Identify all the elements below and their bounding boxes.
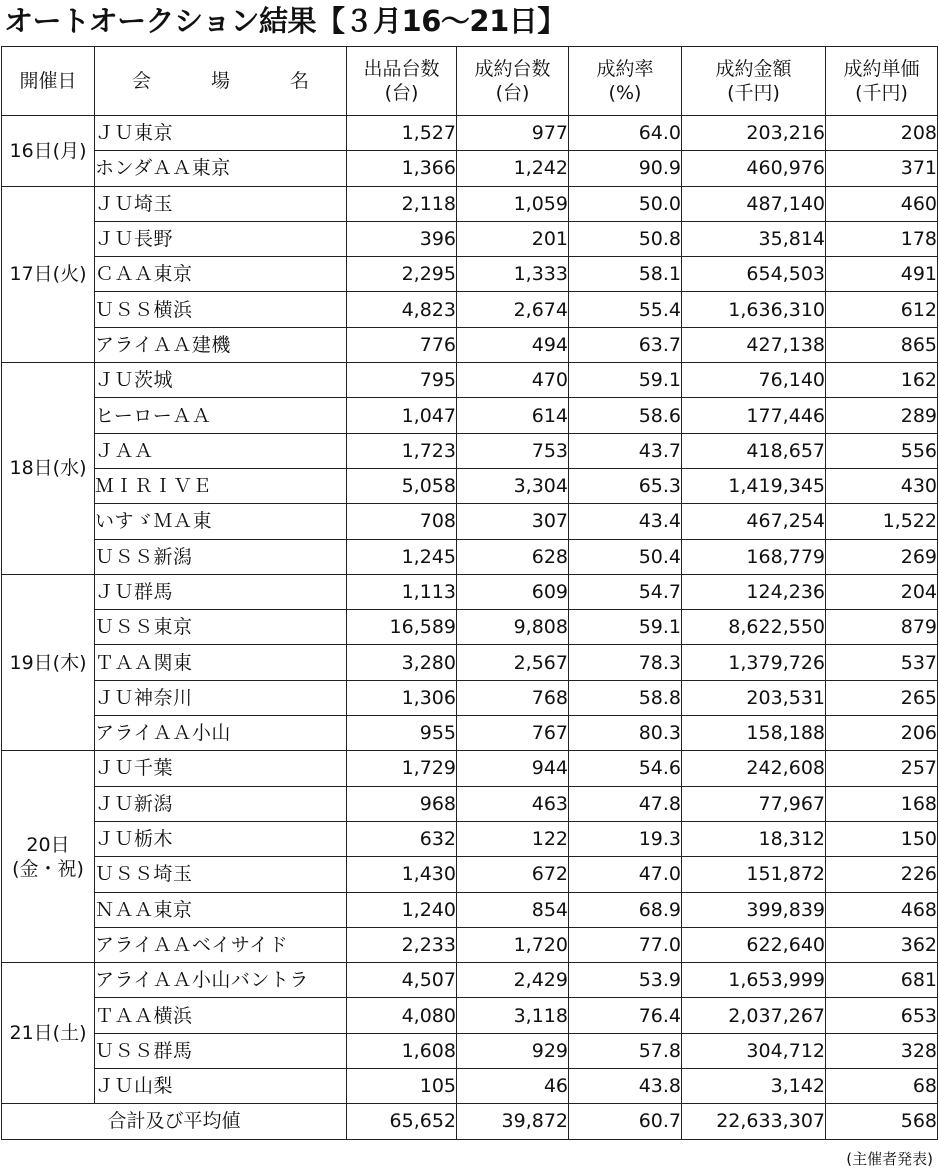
table-row — [2, 821, 938, 856]
listed-cell: 396 — [347, 221, 457, 256]
total-sold: 39,872 — [457, 1104, 569, 1139]
rate-cell: 19.3 — [569, 821, 682, 856]
rate-cell: 54.6 — [569, 751, 682, 786]
sold-cell: 614 — [457, 398, 569, 433]
venue-cell: ＴＡＡ横浜 — [95, 998, 347, 1033]
unit-price-cell: 265 — [826, 680, 938, 715]
venue-cell: アライＡＡ小山バントラ — [95, 963, 347, 998]
sold-cell: 768 — [457, 680, 569, 715]
venue-cell: ＵＳＳ東京 — [95, 610, 347, 645]
table-body — [2, 116, 938, 1104]
amount-cell: 1,653,999 — [682, 963, 826, 998]
table-row — [2, 398, 938, 433]
table-header-row — [2, 47, 938, 116]
sold-cell: 3,118 — [457, 998, 569, 1033]
rate-cell: 47.0 — [569, 857, 682, 892]
amount-cell: 151,872 — [682, 857, 826, 892]
venue-cell: ＭＩＲＩＶＥ — [95, 468, 347, 503]
unit-price-cell: 168 — [826, 786, 938, 821]
rate-cell: 77.0 — [569, 927, 682, 962]
amount-cell: 467,254 — [682, 504, 826, 539]
listed-cell: 1,527 — [347, 116, 457, 151]
sold-cell: 767 — [457, 716, 569, 751]
unit-price-cell: 430 — [826, 468, 938, 503]
sold-cell: 753 — [457, 433, 569, 468]
listed-cell: 708 — [347, 504, 457, 539]
sold-cell: 470 — [457, 363, 569, 398]
rate-cell: 58.8 — [569, 680, 682, 715]
listed-cell: 1,723 — [347, 433, 457, 468]
rate-cell: 43.4 — [569, 504, 682, 539]
table-row — [2, 433, 938, 468]
table-row — [2, 186, 938, 221]
sold-cell: 2,429 — [457, 963, 569, 998]
rate-cell: 68.9 — [569, 892, 682, 927]
table-row — [2, 857, 938, 892]
amount-cell: 460,976 — [682, 151, 826, 186]
table-row — [2, 716, 938, 751]
rate-cell: 58.6 — [569, 398, 682, 433]
unit-price-cell: 204 — [826, 574, 938, 609]
rate-cell: 59.1 — [569, 363, 682, 398]
sold-cell: 609 — [457, 574, 569, 609]
listed-cell: 1,047 — [347, 398, 457, 433]
listed-cell: 1,729 — [347, 751, 457, 786]
total-unit-price: 568 — [826, 1104, 938, 1139]
total-rate: 60.7 — [569, 1104, 682, 1139]
sold-cell: 494 — [457, 327, 569, 362]
venue-cell: ＪＵ神奈川 — [95, 680, 347, 715]
venue-cell: ＪＵ長野 — [95, 221, 347, 256]
table-row — [2, 610, 938, 645]
table-row — [2, 1069, 938, 1104]
amount-cell: 124,236 — [682, 574, 826, 609]
header-amount: 成約金額 (千円) — [682, 47, 826, 116]
table-row — [2, 151, 938, 186]
venue-cell: アライＡＡ建機 — [95, 327, 347, 362]
listed-cell: 632 — [347, 821, 457, 856]
unit-price-cell: 491 — [826, 257, 938, 292]
amount-cell: 1,379,726 — [682, 645, 826, 680]
listed-cell: 795 — [347, 363, 457, 398]
table-row — [2, 645, 938, 680]
listed-cell: 1,306 — [347, 680, 457, 715]
unit-price-cell: 1,522 — [826, 504, 938, 539]
amount-cell: 8,622,550 — [682, 610, 826, 645]
listed-cell: 16,589 — [347, 610, 457, 645]
listed-cell: 776 — [347, 327, 457, 362]
unit-price-cell: 556 — [826, 433, 938, 468]
total-listed: 65,652 — [347, 1104, 457, 1139]
listed-cell: 1,430 — [347, 857, 457, 892]
sold-cell: 201 — [457, 221, 569, 256]
unit-price-cell: 208 — [826, 116, 938, 151]
sold-cell: 929 — [457, 1033, 569, 1068]
venue-cell: ＮＡＡ東京 — [95, 892, 347, 927]
table-row — [2, 963, 938, 998]
amount-cell: 203,216 — [682, 116, 826, 151]
amount-cell: 304,712 — [682, 1033, 826, 1068]
day-cell: 16日(月) — [2, 116, 95, 187]
unit-price-cell: 362 — [826, 927, 938, 962]
listed-cell: 1,240 — [347, 892, 457, 927]
venue-cell: ＵＳＳ横浜 — [95, 292, 347, 327]
listed-cell: 5,058 — [347, 468, 457, 503]
sold-cell: 977 — [457, 116, 569, 151]
table-row — [2, 892, 938, 927]
day-cell: 20日 (金・祝) — [2, 751, 95, 963]
rate-cell: 78.3 — [569, 645, 682, 680]
rate-cell: 50.0 — [569, 186, 682, 221]
listed-cell: 2,118 — [347, 186, 457, 221]
venue-cell: いすゞＭＡ東 — [95, 504, 347, 539]
amount-cell: 203,531 — [682, 680, 826, 715]
rate-cell: 57.8 — [569, 1033, 682, 1068]
venue-cell: ヒーローＡＡ — [95, 398, 347, 433]
rate-cell: 53.9 — [569, 963, 682, 998]
sold-cell: 122 — [457, 821, 569, 856]
listed-cell: 968 — [347, 786, 457, 821]
sold-cell: 1,333 — [457, 257, 569, 292]
sold-cell: 628 — [457, 539, 569, 574]
venue-cell: アライＡＡベイサイド — [95, 927, 347, 962]
source-note: (主催者発表) — [846, 1150, 933, 1168]
table-row — [2, 327, 938, 362]
sold-cell: 854 — [457, 892, 569, 927]
sold-cell: 9,808 — [457, 610, 569, 645]
amount-cell: 77,967 — [682, 786, 826, 821]
venue-cell: ＪＵ茨城 — [95, 363, 347, 398]
venue-cell: ＪＵ群馬 — [95, 574, 347, 609]
amount-cell: 3,142 — [682, 1069, 826, 1104]
unit-price-cell: 150 — [826, 821, 938, 856]
rate-cell: 47.8 — [569, 786, 682, 821]
unit-price-cell: 537 — [826, 645, 938, 680]
total-amount: 22,633,307 — [682, 1104, 826, 1139]
total-label: 合計及び平均値 — [2, 1104, 347, 1139]
listed-cell: 4,507 — [347, 963, 457, 998]
unit-price-cell: 68 — [826, 1069, 938, 1104]
page-title: オートオークション結果【３月16〜21日】 — [4, 4, 566, 38]
header-listed: 出品台数 (台) — [347, 47, 457, 116]
header-unit-price: 成約単価 (千円) — [826, 47, 938, 116]
table-row — [2, 221, 938, 256]
unit-price-cell: 879 — [826, 610, 938, 645]
venue-cell: ＪＵ千葉 — [95, 751, 347, 786]
sold-cell: 3,304 — [457, 468, 569, 503]
table-row — [2, 1033, 938, 1068]
table-row — [2, 363, 938, 398]
rate-cell: 54.7 — [569, 574, 682, 609]
unit-price-cell: 226 — [826, 857, 938, 892]
rate-cell: 64.0 — [569, 116, 682, 151]
unit-price-cell: 289 — [826, 398, 938, 433]
amount-cell: 399,839 — [682, 892, 826, 927]
listed-cell: 1,366 — [347, 151, 457, 186]
venue-cell: ＪＵ埼玉 — [95, 186, 347, 221]
venue-cell: ＪＵ東京 — [95, 116, 347, 151]
unit-price-cell: 206 — [826, 716, 938, 751]
rate-cell: 59.1 — [569, 610, 682, 645]
venue-cell: ＪＵ栃木 — [95, 821, 347, 856]
amount-cell: 1,636,310 — [682, 292, 826, 327]
unit-price-cell: 612 — [826, 292, 938, 327]
listed-cell: 2,295 — [347, 257, 457, 292]
listed-cell: 4,080 — [347, 998, 457, 1033]
sold-cell: 1,242 — [457, 151, 569, 186]
header-venue: 会 場 名 — [95, 47, 347, 116]
venue-cell: ＣＡＡ東京 — [95, 257, 347, 292]
venue-cell: ＵＳＳ新潟 — [95, 539, 347, 574]
amount-cell: 487,140 — [682, 186, 826, 221]
header-rate: 成約率 (%) — [569, 47, 682, 116]
table-row — [2, 998, 938, 1033]
rate-cell: 55.4 — [569, 292, 682, 327]
day-cell: 21日(土) — [2, 963, 95, 1104]
day-cell: 18日(水) — [2, 363, 95, 575]
venue-cell: ホンダＡＡ東京 — [95, 151, 347, 186]
unit-price-cell: 162 — [826, 363, 938, 398]
rate-cell: 43.8 — [569, 1069, 682, 1104]
amount-cell: 35,814 — [682, 221, 826, 256]
amount-cell: 418,657 — [682, 433, 826, 468]
listed-cell: 105 — [347, 1069, 457, 1104]
total-row — [2, 1104, 938, 1139]
sold-cell: 2,674 — [457, 292, 569, 327]
unit-price-cell: 269 — [826, 539, 938, 574]
header-day: 開催日 — [2, 47, 95, 116]
unit-price-cell: 468 — [826, 892, 938, 927]
sold-cell: 46 — [457, 1069, 569, 1104]
unit-price-cell: 178 — [826, 221, 938, 256]
amount-cell: 654,503 — [682, 257, 826, 292]
rate-cell: 90.9 — [569, 151, 682, 186]
amount-cell: 18,312 — [682, 821, 826, 856]
rate-cell: 50.4 — [569, 539, 682, 574]
table-row — [2, 292, 938, 327]
listed-cell: 1,113 — [347, 574, 457, 609]
amount-cell: 168,779 — [682, 539, 826, 574]
amount-cell: 427,138 — [682, 327, 826, 362]
amount-cell: 158,188 — [682, 716, 826, 751]
venue-cell: ＪＵ山梨 — [95, 1069, 347, 1104]
listed-cell: 955 — [347, 716, 457, 751]
day-cell: 19日(木) — [2, 574, 95, 750]
listed-cell: 4,823 — [347, 292, 457, 327]
sold-cell: 1,059 — [457, 186, 569, 221]
venue-cell: ＵＳＳ群馬 — [95, 1033, 347, 1068]
amount-cell: 177,446 — [682, 398, 826, 433]
rate-cell: 43.7 — [569, 433, 682, 468]
venue-cell: ＴＡＡ関東 — [95, 645, 347, 680]
table-row — [2, 680, 938, 715]
day-cell: 17日(火) — [2, 186, 95, 362]
table-row — [2, 927, 938, 962]
unit-price-cell: 865 — [826, 327, 938, 362]
amount-cell: 76,140 — [682, 363, 826, 398]
amount-cell: 1,419,345 — [682, 468, 826, 503]
header-sold: 成約台数 (台) — [457, 47, 569, 116]
table-row — [2, 504, 938, 539]
rate-cell: 58.1 — [569, 257, 682, 292]
sold-cell: 672 — [457, 857, 569, 892]
unit-price-cell: 371 — [826, 151, 938, 186]
auction-results-table — [1, 46, 938, 1140]
sold-cell: 1,720 — [457, 927, 569, 962]
amount-cell: 2,037,267 — [682, 998, 826, 1033]
sold-cell: 2,567 — [457, 645, 569, 680]
table-row — [2, 539, 938, 574]
venue-cell: ＪＵ新潟 — [95, 786, 347, 821]
rate-cell: 80.3 — [569, 716, 682, 751]
table-row — [2, 751, 938, 786]
table-row — [2, 257, 938, 292]
rate-cell: 65.3 — [569, 468, 682, 503]
listed-cell: 1,245 — [347, 539, 457, 574]
unit-price-cell: 328 — [826, 1033, 938, 1068]
rate-cell: 76.4 — [569, 998, 682, 1033]
rate-cell: 63.7 — [569, 327, 682, 362]
venue-cell: ＵＳＳ埼玉 — [95, 857, 347, 892]
unit-price-cell: 681 — [826, 963, 938, 998]
listed-cell: 2,233 — [347, 927, 457, 962]
venue-cell: アライＡＡ小山 — [95, 716, 347, 751]
table-row — [2, 786, 938, 821]
unit-price-cell: 460 — [826, 186, 938, 221]
sold-cell: 307 — [457, 504, 569, 539]
amount-cell: 242,608 — [682, 751, 826, 786]
table-row — [2, 574, 938, 609]
table-row — [2, 468, 938, 503]
unit-price-cell: 257 — [826, 751, 938, 786]
sold-cell: 463 — [457, 786, 569, 821]
amount-cell: 622,640 — [682, 927, 826, 962]
rate-cell: 50.8 — [569, 221, 682, 256]
listed-cell: 1,608 — [347, 1033, 457, 1068]
sold-cell: 944 — [457, 751, 569, 786]
venue-cell: ＪＡＡ — [95, 433, 347, 468]
listed-cell: 3,280 — [347, 645, 457, 680]
table-row — [2, 116, 938, 151]
unit-price-cell: 653 — [826, 998, 938, 1033]
